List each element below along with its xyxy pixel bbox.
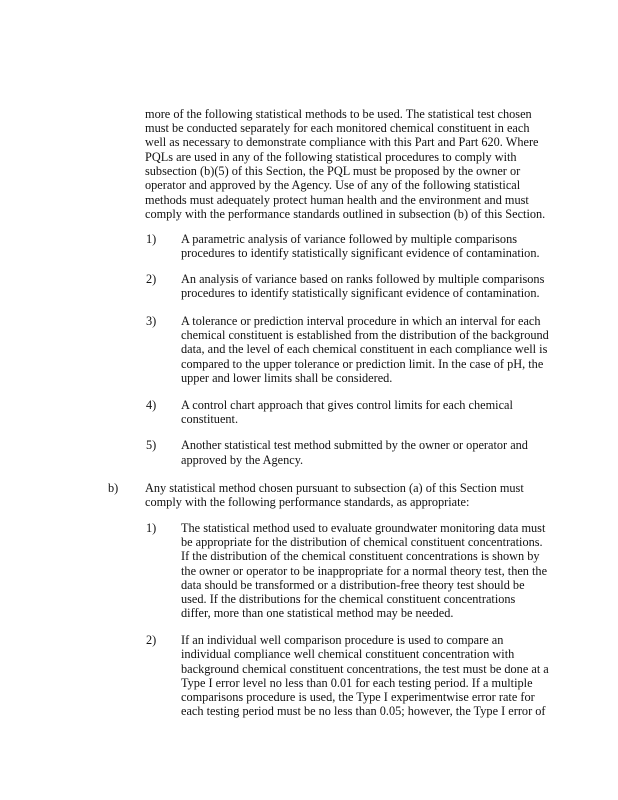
intro-line-2: must be conducted separately for each monitored chemical constituent in each <box>145 121 530 135</box>
intro-line-1: more of the following statistical methods to be used. The statistical test chosen <box>145 107 532 121</box>
item-text-line: compared to the upper tolerance or prediction limit. In the case of pH, the <box>181 357 544 371</box>
intro-line-3: well as necessary to demonstrate compliance with this Part and Part 620. Where <box>145 135 539 149</box>
item-text-line: procedures to identify statistically significant evidence of contamination. <box>181 246 540 260</box>
item-text-line: upper and lower limits shall be considered. <box>181 371 393 385</box>
item-text-line: If the distribution of the chemical constituent concentrations is shown by <box>181 549 540 563</box>
item-number: 1) <box>146 521 157 535</box>
item-number: 3) <box>146 314 157 328</box>
item-text-line: If an individual well comparison procedure is used to compare an <box>181 633 504 647</box>
item-text-line: The statistical method used to evaluate groundwater monitoring data must <box>181 521 546 535</box>
item-number: 1) <box>146 232 157 246</box>
intro-line-8: comply with the performance standards outlined in subsection (b) of this Section. <box>145 207 546 221</box>
item-text-line: be appropriate for the distribution of chemical constituent concentrations. <box>181 535 543 549</box>
item-number: 5) <box>146 438 157 452</box>
item-text-line: approved by the Agency. <box>181 453 304 467</box>
item-text-line: Another statistical test method submitted by the owner or operator and <box>181 438 528 452</box>
item-text-line: A parametric analysis of variance followed by multiple comparisons <box>181 232 518 246</box>
item-text-line: used. If the distributions for the chemical constituent concentrations <box>181 592 516 606</box>
intro-line-5: subsection (b)(5) of this Section, the PQL must be proposed by the owner or <box>145 164 521 178</box>
section-text-line: comply with the following performance standards, as appropriate: <box>145 495 470 509</box>
item-text-line: individual compliance well chemical constituent concentration with <box>181 647 515 661</box>
item-text-line: comparisons procedure is used, the Type I experimentwise error rate for <box>181 690 535 704</box>
item-text-line: An analysis of variance based on ranks followed by multiple comparisons <box>181 272 545 286</box>
item-number: 2) <box>146 633 157 647</box>
section-label: b) <box>108 481 119 495</box>
intro-line-4: PQLs are used in any of the following statistical procedures to comply with <box>145 150 517 164</box>
item-text-line: the owner or operator to be inappropriate for a normal theory test, then the <box>181 564 548 578</box>
item-number: 4) <box>146 398 157 412</box>
item-number: 2) <box>146 272 157 286</box>
item-text-line: constituent. <box>181 412 239 426</box>
intro-line-7: methods must adequately protect human health and the environment and must <box>145 193 529 207</box>
item-text-line: A tolerance or prediction interval procedure in which an interval for each <box>181 314 541 328</box>
item-text-line: data, and the level of each chemical constituent in each compliance well is <box>181 342 548 356</box>
item-text-line: A control chart approach that gives control limits for each chemical <box>181 398 513 412</box>
item-text-line: procedures to identify statistically significant evidence of contamination. <box>181 286 540 300</box>
item-text-line: background chemical constituent concentrations, the test must be done at a <box>181 662 549 676</box>
item-text-line: each testing period must be no less than 0.05; however, the Type I error of <box>181 704 546 718</box>
intro-line-6: operator and approved by the Agency. Use of any of the following statistical <box>145 178 521 192</box>
item-text-line: Type I error level no less than 0.01 for each testing period. If a multiple <box>181 676 533 690</box>
item-text-line: data should be transformed or a distribution-free theory test should be <box>181 578 525 592</box>
item-text-line: chemical constituent is established from the distribution of the background <box>181 328 549 342</box>
section-text-line: Any statistical method chosen pursuant to subsection (a) of this Section must <box>145 481 524 495</box>
item-text-line: differ, more than one statistical method may be needed. <box>181 606 454 620</box>
